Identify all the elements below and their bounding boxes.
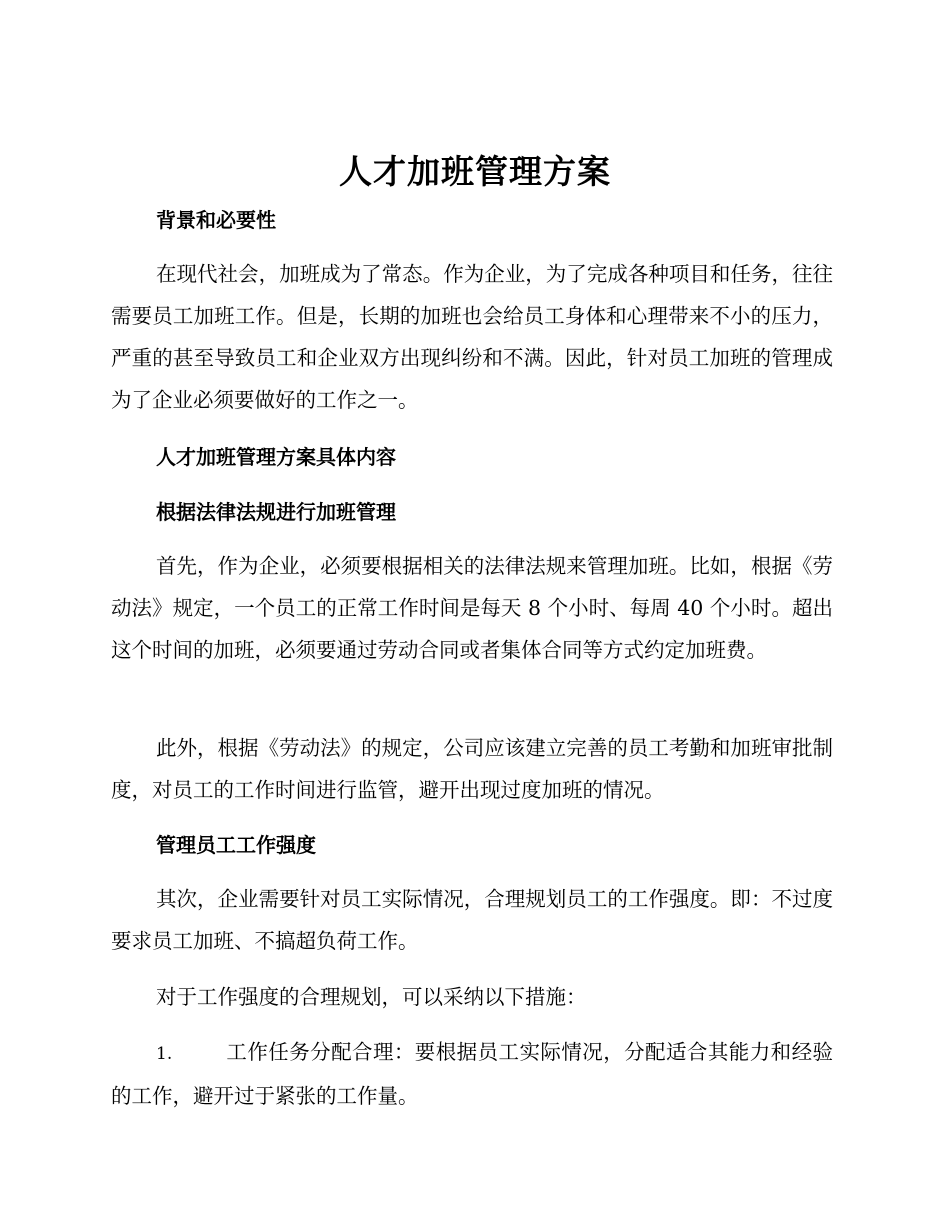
list-item-number: 1. bbox=[156, 1044, 173, 1064]
document-title: 人才加班管理方案 bbox=[339, 152, 611, 191]
paragraph-law-1: 首先，作为企业，必须要根据相关的法律法规来管理加班。比如，根据《劳动法》规定，一个员工的正常工作时间是每天 8 个小时、每周 40 个小时。超出这个时间的加班，必须要通过劳动合同或者集体合同等方式约定加班费。 bbox=[111, 554, 833, 662]
list-item-text: 工作任务分配合理：要根据员工实际情况，分配适合其能力和经验的工作，避开过于紧张的工作量。 bbox=[111, 1040, 833, 1108]
section-heading-law: 根据法律法规进行加班管理 bbox=[156, 500, 396, 524]
paragraph-intensity-2: 对于工作强度的合理规划，可以采纳以下措施： bbox=[156, 985, 587, 1009]
section-heading-background: 背景和必要性 bbox=[156, 208, 276, 232]
paragraph-law-2: 此外，根据《劳动法》的规定，公司应该建立完善的员工考勤和加班审批制度，对员工的工作时间进行监管，避开出现过度加班的情况。 bbox=[111, 736, 833, 802]
list-item bbox=[111, 1031, 833, 1117]
section-heading-content: 人才加班管理方案具体内容 bbox=[156, 445, 396, 469]
paragraph-intensity-1: 其次，企业需要针对员工实际情况，合理规划员工的工作强度。即：不过度要求员工加班、不搞超负荷工作。 bbox=[111, 887, 833, 953]
section-heading-intensity: 管理员工工作强度 bbox=[156, 833, 316, 857]
paragraph-background: 在现代社会，加班成为了常态。作为企业，为了完成各种项目和任务，往往需要员工加班工作。但是，长期的加班也会给员工身体和心理带来不小的压力，严重的甚至导致员工和企业双方出现纠纷和不满。因此，针对员工加班的管理成为了企业必须要做好的工作之一。 bbox=[111, 262, 833, 412]
